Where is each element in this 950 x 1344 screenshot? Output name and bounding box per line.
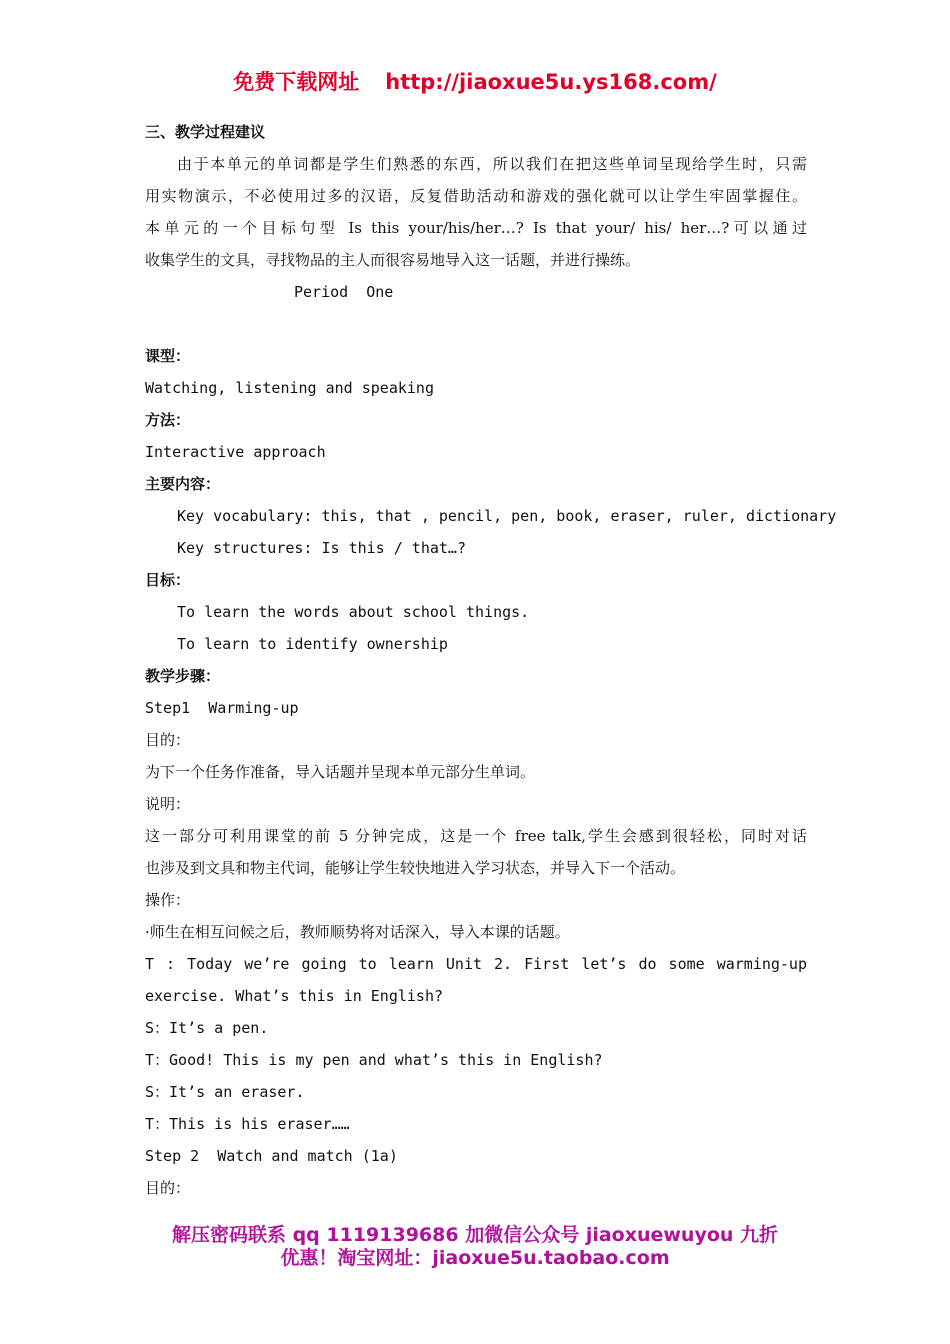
dialogue-line: S：It’s a pen. xyxy=(145,1019,269,1037)
step1-purpose-label: 目的： xyxy=(145,731,191,749)
objective-1: To learn the words about school things. xyxy=(177,603,530,621)
key-vocabulary: Key vocabulary: this, that , pencil, pen, book, eraser, ruler, dictionary xyxy=(177,507,837,525)
steps-label: 教学步骤： xyxy=(145,667,221,685)
step1-note-line-1: 这一部分可利用课堂的前 5 分钟完成，这是一个 free talk,学生会感到很轻松，同时对话 xyxy=(145,827,807,845)
section-title: 三、教学过程建议 xyxy=(145,123,266,141)
step2-title: Step 2 Watch and match (1a) xyxy=(145,1147,398,1165)
intro-line-3: 本单元的一个目标句型 Is this your/his/her…? Is that your/ his/ her…?可以通过 xyxy=(145,219,807,237)
step1-purpose: 为下一个任务作准备，导入话题并呈现本单元部分生单词。 xyxy=(145,763,536,781)
step1-note-label: 说明： xyxy=(145,795,191,813)
dialogue-line: exercise. What’s this in English? xyxy=(145,987,444,1005)
intro-line-1: 由于本单元的单词都是学生们熟悉的东西，所以我们在把这些单词呈现给学生时，只需 xyxy=(177,155,807,173)
method-value: Interactive approach xyxy=(145,443,326,461)
main-content-label: 主要内容： xyxy=(145,475,221,493)
download-label: 免费下载网址 xyxy=(233,70,360,94)
period-title: Period One xyxy=(294,283,394,301)
footer-line-1: 解压密码联系 qq 1119139686 加微信公众号 jiaoxuewuyou 九折 xyxy=(171,1224,779,1246)
step1-operation-label: 操作： xyxy=(145,891,191,909)
footer-line-2: 优惠！淘宝网址：jiaoxue5u.taobao.com xyxy=(280,1247,670,1269)
objective-2: To learn to identify ownership xyxy=(177,635,448,653)
lesson-type-value: Watching, listening and speaking xyxy=(145,379,434,397)
method-label: 方法： xyxy=(145,411,191,429)
lesson-type-label: 课型： xyxy=(145,347,191,365)
step1-operation-bullet: ·师生在相互问候之后，教师顺势将对话深入，导入本课的话题。 xyxy=(145,923,570,941)
dialogue-line: S：It’s an eraser. xyxy=(145,1083,305,1101)
step1-title: Step1 Warming-up xyxy=(145,699,299,717)
dialogue-line: T：This is his eraser…… xyxy=(145,1115,350,1133)
download-url-link[interactable]: http://jiaoxue5u.ys168.com/ xyxy=(385,70,717,94)
dialogue-line: T：Good! This is my pen and what’s this in English? xyxy=(145,1051,603,1069)
key-structures: Key structures: Is this / that…? xyxy=(177,539,466,557)
intro-line-4: 收集学生的文具，寻找物品的主人而很容易地导入这一话题，并进行操练。 xyxy=(145,251,641,269)
step1-note-line-2: 也涉及到文具和物主代词，能够让学生较快地进入学习状态，并导入下一个活动。 xyxy=(145,859,686,877)
step2-purpose-label: 目的： xyxy=(145,1179,191,1197)
download-header xyxy=(0,66,950,96)
dialogue-line: T : Today we’re going to learn Unit 2. First let’s do some warming-up xyxy=(145,955,807,973)
objectives-label: 目标： xyxy=(145,571,191,589)
intro-line-2: 用实物演示，不必使用过多的汉语，反复借助活动和游戏的强化就可以让学生牢固掌握住。 xyxy=(145,187,807,205)
